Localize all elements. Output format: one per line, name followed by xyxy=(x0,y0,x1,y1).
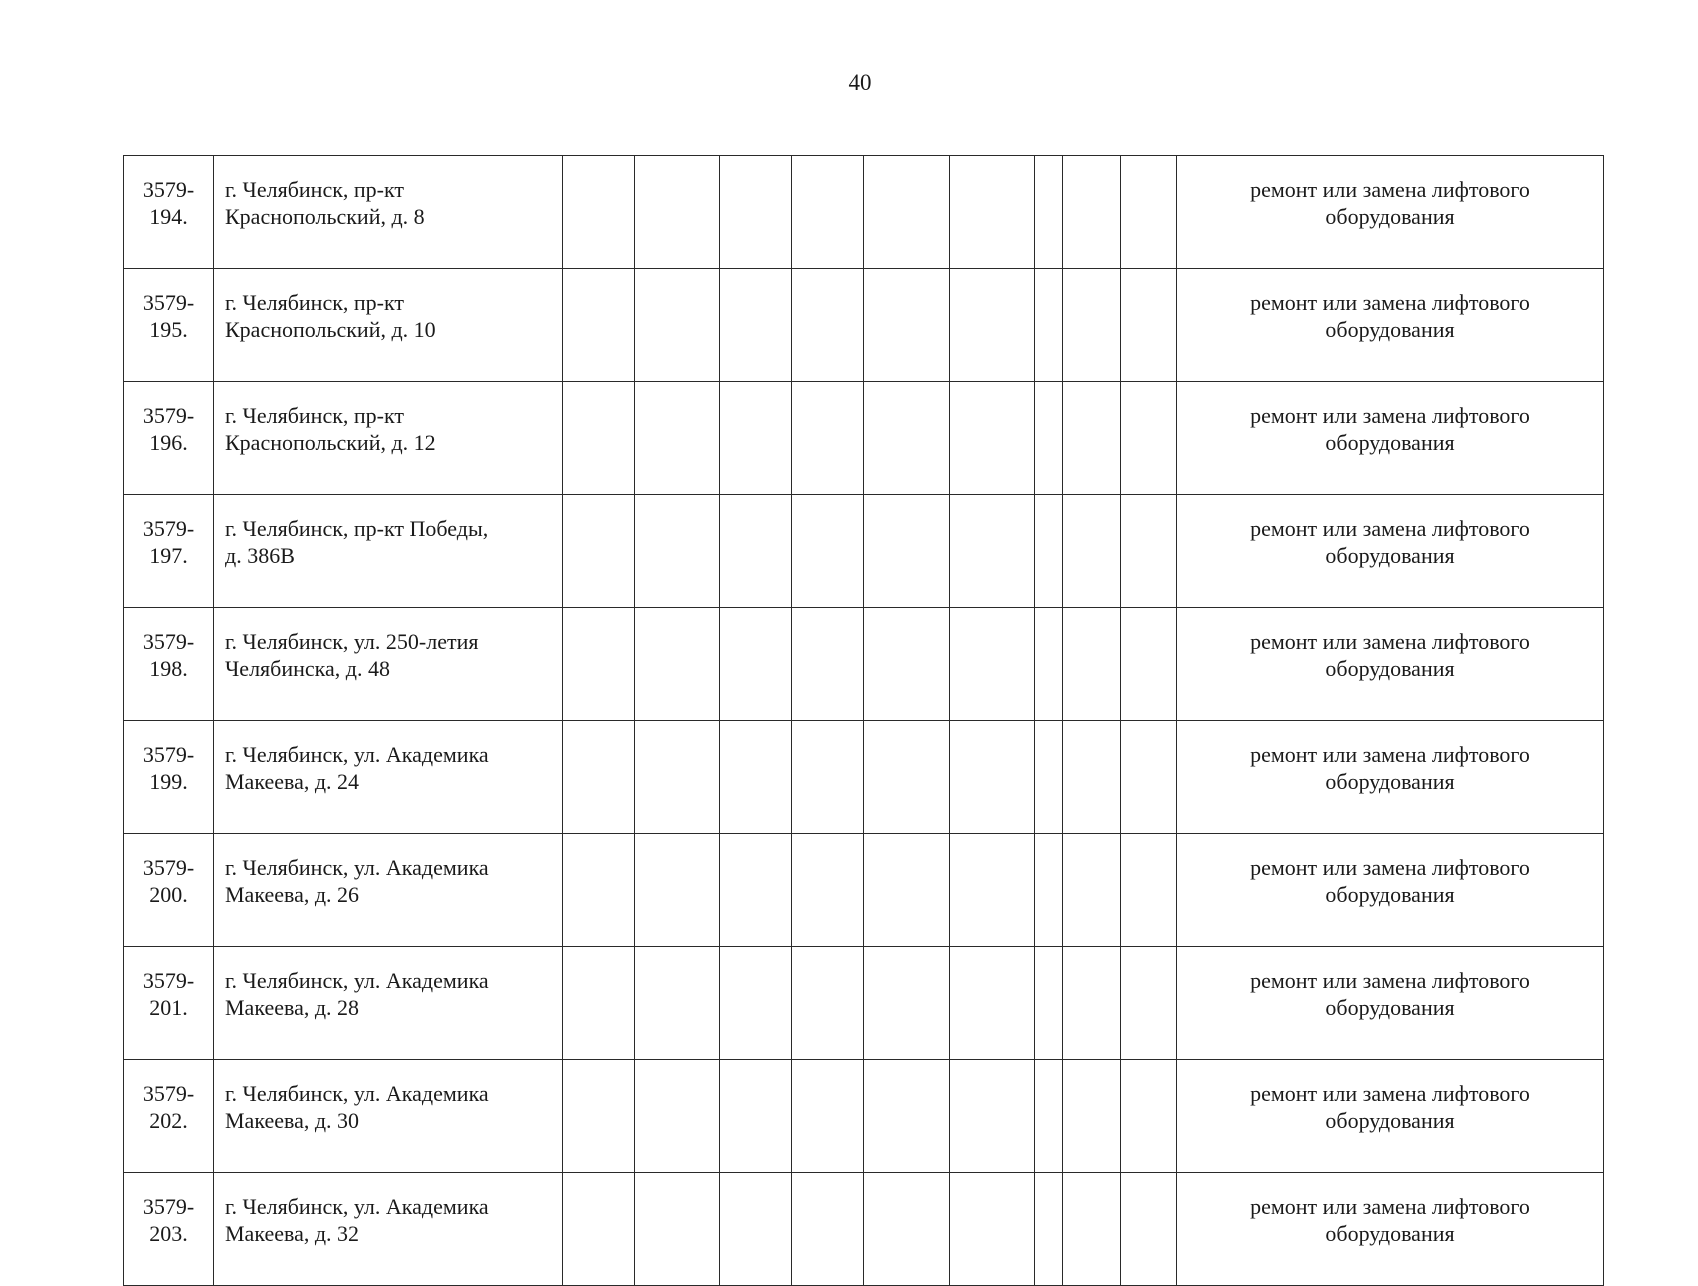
empty-cell xyxy=(1063,834,1121,947)
empty-cell xyxy=(864,608,950,721)
work-type-text: ремонт или замена лифтового оборудования xyxy=(1250,1081,1530,1133)
empty-cell xyxy=(864,947,950,1060)
empty-cell xyxy=(1035,1173,1063,1286)
empty-cell xyxy=(864,269,950,382)
empty-cell xyxy=(1035,382,1063,495)
empty-cell xyxy=(720,608,792,721)
address-cell xyxy=(214,495,563,608)
address-text: г. Челябинск, ул. Академика Макеева, д. 30 xyxy=(225,1081,489,1133)
empty-cell xyxy=(1121,947,1177,1060)
empty-cell xyxy=(792,495,864,608)
table-row xyxy=(124,721,1604,834)
row-number: 3579- 199. xyxy=(142,742,195,794)
address-cell xyxy=(214,834,563,947)
empty-cell xyxy=(1035,156,1063,269)
empty-cell xyxy=(1035,721,1063,834)
empty-cell xyxy=(563,947,635,1060)
empty-cell xyxy=(1035,1060,1063,1173)
address-cell xyxy=(214,382,563,495)
empty-cell xyxy=(563,269,635,382)
address-text: г. Челябинск, пр-кт Краснопольский, д. 10 xyxy=(225,290,436,342)
row-number-cell xyxy=(124,382,214,495)
row-number-cell xyxy=(124,156,214,269)
work-type-cell xyxy=(1177,269,1604,382)
empty-cell xyxy=(950,269,1035,382)
row-number: 3579- 195. xyxy=(142,290,195,342)
empty-cell xyxy=(720,834,792,947)
row-number: 3579- 196. xyxy=(142,403,195,455)
work-type-text: ремонт или замена лифтового оборудования xyxy=(1250,855,1530,907)
work-type-text: ремонт или замена лифтового оборудования xyxy=(1250,968,1530,1020)
empty-cell xyxy=(1121,382,1177,495)
address-text: г. Челябинск, ул. Академика Макеева, д. 24 xyxy=(225,742,489,794)
empty-cell xyxy=(1063,1173,1121,1286)
empty-cell xyxy=(563,721,635,834)
row-number: 3579- 198. xyxy=(142,629,195,681)
work-type-cell xyxy=(1177,156,1604,269)
row-number: 3579- 203. xyxy=(142,1194,195,1246)
row-number-cell xyxy=(124,608,214,721)
work-type-text: ремонт или замена лифтового оборудования xyxy=(1250,629,1530,681)
address-cell xyxy=(214,947,563,1060)
empty-cell xyxy=(864,1173,950,1286)
empty-cell xyxy=(720,947,792,1060)
empty-cell xyxy=(792,1060,864,1173)
empty-cell xyxy=(1121,269,1177,382)
empty-cell xyxy=(720,269,792,382)
address-cell xyxy=(214,721,563,834)
empty-cell xyxy=(635,608,720,721)
empty-cell xyxy=(864,834,950,947)
address-text: г. Челябинск, ул. Академика Макеева, д. 28 xyxy=(225,968,489,1020)
empty-cell xyxy=(635,1060,720,1173)
empty-cell xyxy=(635,721,720,834)
empty-cell xyxy=(950,947,1035,1060)
row-number-cell xyxy=(124,834,214,947)
table-row xyxy=(124,1060,1604,1173)
address-cell xyxy=(214,156,563,269)
address-text: г. Челябинск, ул. 250-летия Челябинска, д. 48 xyxy=(225,629,479,681)
address-cell xyxy=(214,608,563,721)
empty-cell xyxy=(1035,834,1063,947)
empty-cell xyxy=(864,495,950,608)
empty-cell xyxy=(635,947,720,1060)
empty-cell xyxy=(1063,1060,1121,1173)
empty-cell xyxy=(950,1060,1035,1173)
empty-cell xyxy=(864,721,950,834)
empty-cell xyxy=(1063,382,1121,495)
empty-cell xyxy=(950,721,1035,834)
empty-cell xyxy=(1035,495,1063,608)
empty-cell xyxy=(792,1173,864,1286)
row-number-cell xyxy=(124,1173,214,1286)
empty-cell xyxy=(950,156,1035,269)
empty-cell xyxy=(563,1173,635,1286)
empty-cell xyxy=(563,495,635,608)
work-type-text: ремонт или замена лифтового оборудования xyxy=(1250,1194,1530,1246)
register-table xyxy=(123,155,1604,1286)
empty-cell xyxy=(1121,1173,1177,1286)
row-number: 3579- 200. xyxy=(142,855,195,907)
empty-cell xyxy=(720,156,792,269)
address-text: г. Челябинск, ул. Академика Макеева, д. 26 xyxy=(225,855,489,907)
table-row xyxy=(124,1173,1604,1286)
row-number-cell xyxy=(124,495,214,608)
empty-cell xyxy=(635,156,720,269)
table-row xyxy=(124,382,1604,495)
table-row xyxy=(124,947,1604,1060)
empty-cell xyxy=(635,495,720,608)
address-text: г. Челябинск, пр-кт Краснопольский, д. 8 xyxy=(225,177,425,229)
address-cell xyxy=(214,1173,563,1286)
work-type-cell xyxy=(1177,1173,1604,1286)
empty-cell xyxy=(635,834,720,947)
work-type-cell xyxy=(1177,834,1604,947)
empty-cell xyxy=(1121,156,1177,269)
empty-cell xyxy=(1035,608,1063,721)
empty-cell xyxy=(1121,495,1177,608)
empty-cell xyxy=(635,382,720,495)
table-row xyxy=(124,608,1604,721)
work-type-text: ремонт или замена лифтового оборудования xyxy=(1250,516,1530,568)
empty-cell xyxy=(1121,608,1177,721)
row-number: 3579- 197. xyxy=(142,516,195,568)
empty-cell xyxy=(1063,608,1121,721)
work-type-cell xyxy=(1177,1060,1604,1173)
empty-cell xyxy=(563,1060,635,1173)
row-number-cell xyxy=(124,947,214,1060)
work-type-cell xyxy=(1177,721,1604,834)
work-type-cell xyxy=(1177,382,1604,495)
empty-cell xyxy=(720,382,792,495)
work-type-text: ремонт или замена лифтового оборудования xyxy=(1250,742,1530,794)
table-row xyxy=(124,495,1604,608)
empty-cell xyxy=(1035,269,1063,382)
empty-cell xyxy=(792,156,864,269)
empty-cell xyxy=(792,269,864,382)
work-type-cell xyxy=(1177,495,1604,608)
empty-cell xyxy=(864,156,950,269)
empty-cell xyxy=(720,495,792,608)
empty-cell xyxy=(635,269,720,382)
empty-cell xyxy=(1063,269,1121,382)
page-number: 40 xyxy=(848,70,872,95)
row-number-cell xyxy=(124,269,214,382)
empty-cell xyxy=(864,1060,950,1173)
empty-cell xyxy=(720,721,792,834)
address-cell xyxy=(214,269,563,382)
empty-cell xyxy=(635,1173,720,1286)
work-type-text: ремонт или замена лифтового оборудования xyxy=(1250,177,1530,229)
address-text: г. Челябинск, пр-кт Краснопольский, д. 12 xyxy=(225,403,436,455)
work-type-cell xyxy=(1177,608,1604,721)
row-number-cell xyxy=(124,721,214,834)
empty-cell xyxy=(1121,834,1177,947)
empty-cell xyxy=(950,608,1035,721)
empty-cell xyxy=(1063,495,1121,608)
empty-cell xyxy=(792,608,864,721)
empty-cell xyxy=(792,382,864,495)
row-number: 3579- 201. xyxy=(142,968,195,1020)
address-text: г. Челябинск, ул. Академика Макеева, д. 32 xyxy=(225,1194,489,1246)
empty-cell xyxy=(950,834,1035,947)
empty-cell xyxy=(720,1060,792,1173)
empty-cell xyxy=(1121,1060,1177,1173)
empty-cell xyxy=(1063,721,1121,834)
empty-cell xyxy=(864,382,950,495)
row-number-cell xyxy=(124,1060,214,1173)
empty-cell xyxy=(563,382,635,495)
empty-cell xyxy=(1063,947,1121,1060)
empty-cell xyxy=(792,834,864,947)
table-row xyxy=(124,834,1604,947)
empty-cell xyxy=(1035,947,1063,1060)
address-text: г. Челябинск, пр-кт Победы, д. 386В xyxy=(225,516,489,568)
row-number: 3579- 202. xyxy=(142,1081,195,1133)
register-body xyxy=(124,156,1604,1286)
empty-cell xyxy=(563,608,635,721)
empty-cell xyxy=(720,1173,792,1286)
empty-cell xyxy=(792,947,864,1060)
work-type-text: ремонт или замена лифтового оборудования xyxy=(1250,403,1530,455)
table-row xyxy=(124,269,1604,382)
table-row xyxy=(124,156,1604,269)
empty-cell xyxy=(563,834,635,947)
address-cell xyxy=(214,1060,563,1173)
empty-cell xyxy=(563,156,635,269)
empty-cell xyxy=(950,495,1035,608)
work-type-cell xyxy=(1177,947,1604,1060)
empty-cell xyxy=(1063,156,1121,269)
work-type-text: ремонт или замена лифтового оборудования xyxy=(1250,290,1530,342)
empty-cell xyxy=(792,721,864,834)
empty-cell xyxy=(950,1173,1035,1286)
empty-cell xyxy=(950,382,1035,495)
row-number: 3579- 194. xyxy=(142,177,195,229)
empty-cell xyxy=(1121,721,1177,834)
